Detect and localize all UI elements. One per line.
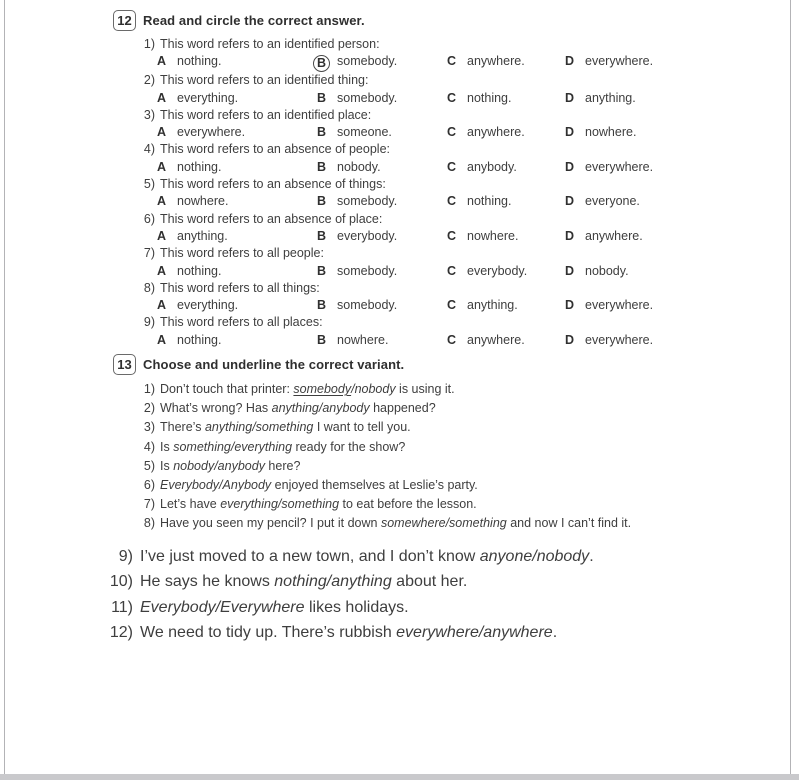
answer-option: [447, 159, 565, 176]
option-text: everyone.: [585, 194, 640, 209]
option-letter: C: [447, 263, 457, 278]
sentence-text: [160, 514, 631, 533]
exercise-13-items: [0, 380, 799, 646]
option-text: nobody.: [337, 159, 381, 174]
option-letter: A: [157, 263, 167, 278]
option-letter: A: [157, 194, 167, 209]
answer-option: [565, 53, 799, 72]
options-row: [157, 332, 799, 349]
sentence-text: [160, 438, 405, 457]
option-text: nothing.: [177, 54, 222, 69]
question-line: [140, 211, 799, 228]
question-text: This word refers to all places:: [160, 315, 323, 330]
sentence-fragment: What’s wrong? Has: [160, 401, 272, 416]
option-letter: B: [317, 228, 327, 243]
question-line: [140, 314, 799, 331]
option-text: anywhere.: [585, 228, 643, 243]
option-text: nothing.: [177, 159, 222, 174]
answer-option: [447, 193, 565, 210]
option-text: nowhere.: [467, 228, 519, 243]
answer-option: [565, 193, 799, 210]
item-number: 1): [143, 382, 155, 397]
options-row: [157, 90, 799, 107]
choice-variant: Everybody/Anybody: [160, 478, 272, 493]
answer-option: [447, 297, 565, 314]
question-item: [0, 245, 799, 280]
question-item: [0, 280, 799, 315]
option-letter: D: [565, 54, 575, 69]
sentence-fragment: I want to tell you.: [313, 420, 411, 435]
exercise-12: [0, 10, 799, 349]
option-text: everything.: [177, 90, 239, 105]
answer-option: [565, 263, 799, 280]
sentence-fragment: Have you seen my pencil? I put it down: [160, 516, 381, 531]
option-letter: A: [157, 90, 167, 105]
item-number: 2): [143, 73, 155, 88]
option-text: nowhere.: [177, 194, 229, 209]
question-line: [140, 280, 799, 297]
option-text: everywhere.: [585, 54, 654, 69]
option-text: somebody.: [337, 54, 398, 69]
sentence-fragment: here?: [264, 458, 301, 473]
option-text: anywhere.: [467, 54, 525, 69]
item-number: 7): [143, 246, 155, 261]
answer-option: [317, 193, 447, 210]
option-text: everything.: [177, 298, 239, 313]
options-row: [157, 193, 799, 210]
item-number: 5): [143, 177, 155, 192]
sentence-fragment: to eat before the lesson.: [339, 497, 477, 512]
option-text: anywhere.: [467, 332, 525, 347]
choice-variant: Everybody/Everywhere: [140, 598, 305, 616]
option-letter: A: [157, 332, 167, 347]
answer-option: [157, 332, 317, 349]
sentence-text: [160, 457, 300, 476]
option-letter: B: [317, 332, 327, 347]
option-letter: A: [157, 125, 167, 140]
option-text: nothing.: [467, 90, 512, 105]
sentence-fragment: We need to tidy up. There’s rubbish: [140, 624, 397, 642]
question-line: [140, 141, 799, 158]
answer-option: [317, 53, 447, 72]
option-text: somebody.: [337, 263, 398, 278]
option-text: nothing.: [467, 194, 512, 209]
option-text: nowhere.: [585, 125, 637, 140]
answer-option: [317, 297, 447, 314]
sentence-fragment: I’ve just moved to a new town, and I don’t know: [140, 547, 480, 565]
answer-option: [157, 159, 317, 176]
answer-option: [565, 124, 799, 141]
item-number: 12): [109, 624, 133, 642]
item-number: 10): [109, 573, 133, 591]
question-text: This word refers to all things:: [160, 280, 320, 295]
option-letter: C: [447, 332, 457, 347]
sentence-text: [140, 569, 467, 595]
options-row: [157, 159, 799, 176]
exercise-13-title: Choose and underline the correct variant.: [143, 357, 405, 373]
answer-option: [317, 228, 447, 245]
option-text: anybody.: [467, 159, 517, 174]
answer-option: [157, 263, 317, 280]
page-bottom-strip: [0, 774, 799, 780]
exercise-13-header: [0, 354, 799, 375]
exercise-13-number-badge: 13: [113, 354, 136, 375]
circled-answer: B: [313, 55, 330, 72]
exercise-12-title: Read and circle the correct answer.: [143, 13, 365, 28]
item-number: 6): [143, 478, 155, 493]
answer-option: [157, 53, 317, 72]
option-text: everybody.: [337, 228, 398, 243]
sentence-fragment: happened?: [369, 401, 436, 416]
question-line: [140, 245, 799, 262]
option-letter: D: [565, 263, 575, 278]
choice-variant: /nobody: [351, 382, 396, 397]
item-number: 5): [143, 458, 155, 473]
question-text: This word refers to all people:: [160, 246, 324, 261]
answer-option: [565, 228, 799, 245]
option-text: anything.: [177, 228, 228, 243]
sentence-fragment: is using it.: [395, 382, 455, 397]
option-letter: A: [157, 54, 167, 69]
sentence-fragment: and now I can’t find it.: [506, 516, 632, 531]
answer-option: [565, 159, 799, 176]
option-letter: B: [317, 90, 327, 105]
sentence-item: [0, 399, 799, 418]
option-text: somebody.: [337, 298, 398, 313]
sentence-fragment: .: [552, 624, 558, 642]
options-row: [157, 228, 799, 245]
question-item: [0, 141, 799, 176]
sentence-item: [0, 544, 799, 570]
answer-option: [447, 90, 565, 107]
question-text: This word refers to an identified place:: [160, 107, 372, 122]
item-number: 3): [143, 420, 155, 435]
question-text: This word refers to an absence of things:: [160, 177, 386, 192]
item-number: 8): [143, 280, 155, 295]
sentence-item: [0, 380, 799, 399]
question-item: [0, 36, 799, 72]
sentence-fragment: .: [589, 547, 594, 565]
item-number: 7): [143, 497, 155, 512]
sentence-text: [160, 418, 411, 437]
question-text: This word refers to an identified thing:: [160, 73, 369, 88]
option-letter: C: [447, 90, 457, 105]
sentence-fragment: There’s: [160, 420, 205, 435]
sentence-text: [140, 620, 557, 646]
answer-option: [317, 159, 447, 176]
item-number: 3): [143, 107, 155, 122]
option-letter: D: [565, 90, 575, 105]
answer-option: [317, 332, 447, 349]
option-letter: D: [565, 159, 575, 174]
sentence-fragment: likes holidays.: [304, 598, 409, 616]
choice-variant: everything/something: [220, 497, 340, 512]
option-text: everywhere.: [585, 332, 654, 347]
question-line: [140, 176, 799, 193]
exercise-12-items: [0, 36, 799, 349]
answer-option: [447, 228, 565, 245]
options-row: [157, 53, 799, 72]
sentence-text: [160, 399, 436, 418]
answer-option: [565, 332, 799, 349]
question-text: This word refers to an identified person:: [160, 37, 380, 51]
exercise-13: [0, 354, 799, 646]
option-text: everywhere.: [177, 125, 246, 140]
option-letter: D: [565, 194, 575, 209]
answer-option: [157, 124, 317, 141]
sentence-text: [160, 476, 478, 495]
option-letter: A: [157, 228, 167, 243]
option-letter: B: [317, 263, 327, 278]
choice-variant: nothing/anything: [274, 573, 392, 591]
sentence-item: [0, 457, 799, 476]
choice-variant: something/everything: [173, 439, 293, 454]
option-text: someone.: [337, 125, 392, 140]
option-letter: [317, 53, 337, 72]
option-text: nobody.: [585, 263, 629, 278]
option-text: anywhere.: [467, 125, 525, 140]
option-letter: B: [317, 159, 327, 174]
option-text: somebody.: [337, 90, 398, 105]
sentence-text: [160, 380, 455, 399]
option-letter: A: [157, 298, 167, 313]
sentence-fragment: ready for the show?: [292, 439, 406, 454]
answer-option: [157, 297, 317, 314]
question-line: [140, 72, 799, 89]
answer-option: [447, 53, 565, 72]
option-letter: D: [565, 228, 575, 243]
sentence-item: [0, 620, 799, 646]
option-text: anything.: [467, 298, 518, 313]
choice-variant: everywhere/anywhere: [396, 624, 553, 642]
question-item: [0, 107, 799, 142]
question-line: [140, 36, 799, 53]
choice-variant: anything/something: [204, 420, 314, 435]
answer-option: [317, 124, 447, 141]
sentence-fragment: enjoyed themselves at Leslie’s party.: [271, 478, 478, 493]
answer-option: [317, 90, 447, 107]
choice-variant: somebody: [293, 382, 352, 397]
answer-option: [447, 332, 565, 349]
choice-variant: anything/anybody: [271, 401, 370, 416]
question-text: This word refers to an absence of people:: [160, 142, 390, 157]
question-item: [0, 211, 799, 246]
option-text: anything.: [585, 90, 636, 105]
answer-option: [157, 228, 317, 245]
sentence-text: [160, 495, 477, 514]
options-row: [157, 124, 799, 141]
sentence-fragment: Let’s have: [160, 497, 221, 512]
item-number: 1): [143, 37, 155, 51]
choice-variant: anyone/nobody: [479, 547, 590, 565]
options-row: [157, 263, 799, 280]
option-letter: D: [565, 332, 575, 347]
item-number: 11): [111, 598, 133, 616]
option-text: nothing.: [177, 332, 222, 347]
sentence-fragment: He says he knows: [140, 573, 275, 591]
option-text: everybody.: [467, 263, 528, 278]
sentence-item: [0, 438, 799, 457]
option-letter: C: [447, 298, 457, 313]
item-number: 4): [143, 142, 155, 157]
sentence-fragment: about her.: [391, 573, 468, 591]
option-text: everywhere.: [585, 159, 654, 174]
question-item: [0, 72, 799, 107]
item-number: 9): [118, 547, 133, 565]
option-letter: C: [447, 228, 457, 243]
option-letter: C: [447, 159, 457, 174]
question-item: [0, 314, 799, 349]
option-text: somebody.: [337, 194, 398, 209]
page-content: [0, 10, 799, 646]
answer-option: [447, 263, 565, 280]
answer-option: [317, 263, 447, 280]
option-letter: D: [565, 125, 575, 140]
sentence-fragment: Don’t touch that printer:: [160, 382, 294, 397]
option-letter: B: [317, 125, 327, 140]
item-number: 8): [143, 516, 155, 531]
option-letter: B: [317, 298, 327, 313]
sentence-item: [0, 476, 799, 495]
question-line: [140, 107, 799, 124]
item-number: 4): [143, 439, 155, 454]
option-text: nowhere.: [337, 332, 389, 347]
option-letter: C: [447, 54, 457, 69]
item-number: 6): [143, 211, 155, 226]
question-item: [0, 176, 799, 211]
item-number: 2): [143, 401, 155, 416]
sentence-item: [0, 495, 799, 514]
exercise-12-header: [0, 10, 799, 31]
sentence-item: [0, 514, 799, 533]
sentence-fragment: Is: [160, 439, 174, 454]
sentence-item: [0, 418, 799, 437]
sentence-item: [0, 595, 799, 621]
choice-variant: somewhere/something: [380, 516, 507, 531]
sentence-text: [140, 544, 594, 570]
sentence-item: [0, 569, 799, 595]
choice-variant: nobody/anybody: [173, 458, 265, 473]
question-text: This word refers to an absence of place:: [160, 211, 383, 226]
sentence-fragment: Is: [160, 458, 174, 473]
item-number: 9): [143, 315, 155, 330]
option-letter: D: [565, 298, 575, 313]
answer-option: [565, 90, 799, 107]
answer-option: [447, 124, 565, 141]
exercise-12-number-badge: 12: [113, 10, 136, 31]
option-letter: C: [447, 194, 457, 209]
option-letter: C: [447, 125, 457, 140]
answer-option: [157, 90, 317, 107]
option-text: nothing.: [177, 263, 222, 278]
option-letter: A: [157, 159, 167, 174]
options-row: [157, 297, 799, 314]
answer-option: [565, 297, 799, 314]
option-text: everywhere.: [585, 298, 654, 313]
option-letter: B: [317, 194, 327, 209]
answer-option: [157, 193, 317, 210]
sentence-text: [140, 595, 409, 621]
